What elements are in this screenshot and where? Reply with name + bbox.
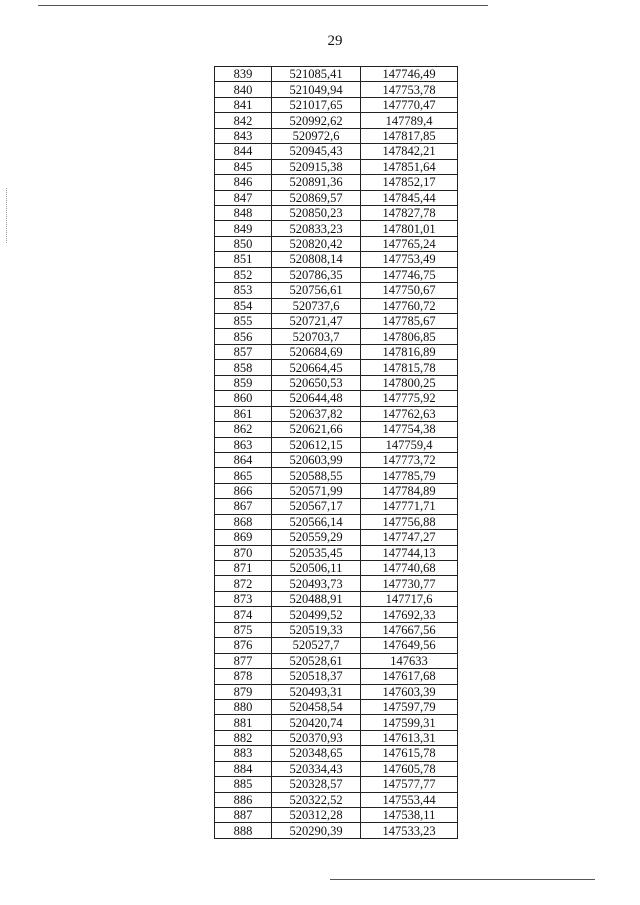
point-number-cell: 885: [215, 777, 272, 792]
point-number-cell: 869: [215, 530, 272, 545]
y-coordinate-cell: 147667,56: [361, 622, 458, 637]
table-row: [215, 468, 458, 483]
table-row: [215, 205, 458, 220]
point-number-cell: 858: [215, 360, 272, 375]
y-coordinate-cell: 147754,38: [361, 422, 458, 437]
x-coordinate-cell: 520559,29: [272, 530, 361, 545]
point-number-cell: 847: [215, 190, 272, 205]
x-coordinate-cell: 520945,43: [272, 144, 361, 159]
table-row: [215, 190, 458, 205]
y-coordinate-cell: 147760,72: [361, 298, 458, 313]
y-coordinate-cell: 147801,01: [361, 221, 458, 236]
x-coordinate-cell: 520756,61: [272, 283, 361, 298]
y-coordinate-cell: 147773,72: [361, 452, 458, 467]
point-number-cell: 877: [215, 653, 272, 668]
x-coordinate-cell: 520612,15: [272, 437, 361, 452]
point-number-cell: 846: [215, 175, 272, 190]
top-rule: [38, 5, 488, 6]
point-number-cell: 868: [215, 514, 272, 529]
point-number-cell: 850: [215, 236, 272, 251]
x-coordinate-cell: 520850,23: [272, 205, 361, 220]
table-row: [215, 252, 458, 267]
table-row: [215, 530, 458, 545]
x-coordinate-cell: 520644,48: [272, 391, 361, 406]
y-coordinate-cell: 147817,85: [361, 128, 458, 143]
y-coordinate-cell: 147800,25: [361, 375, 458, 390]
x-coordinate-cell: 520348,65: [272, 746, 361, 761]
table-row: [215, 314, 458, 329]
point-number-cell: 864: [215, 452, 272, 467]
table-row: [215, 514, 458, 529]
table-row: [215, 591, 458, 606]
x-coordinate-cell: 520650,53: [272, 375, 361, 390]
y-coordinate-cell: 147827,78: [361, 205, 458, 220]
x-coordinate-cell: 521085,41: [272, 67, 361, 82]
x-coordinate-cell: 520506,11: [272, 561, 361, 576]
x-coordinate-cell: 520621,66: [272, 422, 361, 437]
x-coordinate-cell: 520786,35: [272, 267, 361, 282]
y-coordinate-cell: 147740,68: [361, 561, 458, 576]
y-coordinate-cell: 147771,71: [361, 499, 458, 514]
table-row: [215, 561, 458, 576]
table-row: [215, 128, 458, 143]
y-coordinate-cell: 147753,78: [361, 82, 458, 97]
y-coordinate-cell: 147845,44: [361, 190, 458, 205]
table-row: [215, 499, 458, 514]
point-number-cell: 854: [215, 298, 272, 313]
x-coordinate-cell: 520588,55: [272, 468, 361, 483]
x-coordinate-cell: 520488,91: [272, 591, 361, 606]
point-number-cell: 861: [215, 406, 272, 421]
y-coordinate-cell: 147633: [361, 653, 458, 668]
table-row: [215, 221, 458, 236]
x-coordinate-cell: 520499,52: [272, 607, 361, 622]
x-coordinate-cell: 520322,52: [272, 792, 361, 807]
point-number-cell: 881: [215, 715, 272, 730]
table-row: [215, 545, 458, 560]
x-coordinate-cell: 520721,47: [272, 314, 361, 329]
table-row: [215, 113, 458, 128]
point-number-cell: 859: [215, 375, 272, 390]
x-coordinate-cell: 520493,73: [272, 576, 361, 591]
point-number-cell: 849: [215, 221, 272, 236]
table-row: [215, 422, 458, 437]
table-row: [215, 391, 458, 406]
y-coordinate-cell: 147746,49: [361, 67, 458, 82]
point-number-cell: 863: [215, 437, 272, 452]
table-row: [215, 82, 458, 97]
point-number-cell: 878: [215, 669, 272, 684]
y-coordinate-cell: 147842,21: [361, 144, 458, 159]
point-number-cell: 874: [215, 607, 272, 622]
point-number-cell: 887: [215, 808, 272, 823]
y-coordinate-cell: 147746,75: [361, 267, 458, 282]
x-coordinate-cell: 520334,43: [272, 761, 361, 776]
table-row: [215, 483, 458, 498]
y-coordinate-cell: 147852,17: [361, 175, 458, 190]
x-coordinate-cell: 520458,54: [272, 699, 361, 714]
table-row: [215, 67, 458, 82]
x-coordinate-cell: 520527,7: [272, 638, 361, 653]
table-row: [215, 653, 458, 668]
y-coordinate-cell: 147649,56: [361, 638, 458, 653]
point-number-cell: 876: [215, 638, 272, 653]
coordinates-table-body: [215, 67, 458, 839]
table-row: [215, 638, 458, 653]
x-coordinate-cell: 520519,33: [272, 622, 361, 637]
point-number-cell: 852: [215, 267, 272, 282]
table-row: [215, 159, 458, 174]
point-number-cell: 865: [215, 468, 272, 483]
point-number-cell: 857: [215, 344, 272, 359]
y-coordinate-cell: 147784,89: [361, 483, 458, 498]
y-coordinate-cell: 147851,64: [361, 159, 458, 174]
point-number-cell: 848: [215, 205, 272, 220]
point-number-cell: 840: [215, 82, 272, 97]
page-number: 29: [327, 33, 343, 49]
point-number-cell: 873: [215, 591, 272, 606]
coordinates-table: [214, 66, 458, 839]
table-row: [215, 777, 458, 792]
point-number-cell: 866: [215, 483, 272, 498]
x-coordinate-cell: 520833,23: [272, 221, 361, 236]
y-coordinate-cell: 147533,23: [361, 823, 458, 838]
table-row: [215, 344, 458, 359]
x-coordinate-cell: 520566,14: [272, 514, 361, 529]
bottom-rule: [330, 879, 595, 880]
table-row: [215, 360, 458, 375]
y-coordinate-cell: 147599,31: [361, 715, 458, 730]
table-row: [215, 375, 458, 390]
y-coordinate-cell: 147597,79: [361, 699, 458, 714]
point-number-cell: 842: [215, 113, 272, 128]
x-coordinate-cell: 520571,99: [272, 483, 361, 498]
y-coordinate-cell: 147747,27: [361, 530, 458, 545]
x-coordinate-cell: 520290,39: [272, 823, 361, 838]
x-coordinate-cell: 520664,45: [272, 360, 361, 375]
y-coordinate-cell: 147744,13: [361, 545, 458, 560]
y-coordinate-cell: 147615,78: [361, 746, 458, 761]
point-number-cell: 860: [215, 391, 272, 406]
table-row: [215, 298, 458, 313]
x-coordinate-cell: 520312,28: [272, 808, 361, 823]
x-coordinate-cell: 520737,6: [272, 298, 361, 313]
point-number-cell: 870: [215, 545, 272, 560]
x-coordinate-cell: 520370,93: [272, 730, 361, 745]
x-coordinate-cell: 520493,31: [272, 684, 361, 699]
table-row: [215, 437, 458, 452]
point-number-cell: 882: [215, 730, 272, 745]
point-number-cell: 845: [215, 159, 272, 174]
point-number-cell: 886: [215, 792, 272, 807]
y-coordinate-cell: 147775,92: [361, 391, 458, 406]
y-coordinate-cell: 147692,33: [361, 607, 458, 622]
y-coordinate-cell: 147756,88: [361, 514, 458, 529]
point-number-cell: 839: [215, 67, 272, 82]
point-number-cell: 841: [215, 97, 272, 112]
x-coordinate-cell: 520528,61: [272, 653, 361, 668]
x-coordinate-cell: 520972,6: [272, 128, 361, 143]
point-number-cell: 872: [215, 576, 272, 591]
y-coordinate-cell: 147538,11: [361, 808, 458, 823]
y-coordinate-cell: 147577,77: [361, 777, 458, 792]
x-coordinate-cell: 520420,74: [272, 715, 361, 730]
table-row: [215, 329, 458, 344]
y-coordinate-cell: 147617,68: [361, 669, 458, 684]
point-number-cell: 888: [215, 823, 272, 838]
table-row: [215, 792, 458, 807]
table-row: [215, 452, 458, 467]
y-coordinate-cell: 147753,49: [361, 252, 458, 267]
y-coordinate-cell: 147730,77: [361, 576, 458, 591]
point-number-cell: 880: [215, 699, 272, 714]
point-number-cell: 862: [215, 422, 272, 437]
table-row: [215, 699, 458, 714]
point-number-cell: 851: [215, 252, 272, 267]
point-number-cell: 844: [215, 144, 272, 159]
x-coordinate-cell: 520328,57: [272, 777, 361, 792]
y-coordinate-cell: 147603,39: [361, 684, 458, 699]
x-coordinate-cell: 520567,17: [272, 499, 361, 514]
table-row: [215, 808, 458, 823]
table-row: [215, 144, 458, 159]
point-number-cell: 879: [215, 684, 272, 699]
table-row: [215, 576, 458, 591]
y-coordinate-cell: 147806,85: [361, 329, 458, 344]
point-number-cell: 884: [215, 761, 272, 776]
point-number-cell: 883: [215, 746, 272, 761]
y-coordinate-cell: 147605,78: [361, 761, 458, 776]
point-number-cell: 871: [215, 561, 272, 576]
y-coordinate-cell: 147613,31: [361, 730, 458, 745]
y-coordinate-cell: 147770,47: [361, 97, 458, 112]
y-coordinate-cell: 147750,67: [361, 283, 458, 298]
x-coordinate-cell: 520820,42: [272, 236, 361, 251]
x-coordinate-cell: 520518,37: [272, 669, 361, 684]
x-coordinate-cell: 520603,99: [272, 452, 361, 467]
table-row: [215, 823, 458, 838]
table-row: [215, 267, 458, 282]
x-coordinate-cell: 520869,57: [272, 190, 361, 205]
x-coordinate-cell: 520808,14: [272, 252, 361, 267]
y-coordinate-cell: 147815,78: [361, 360, 458, 375]
x-coordinate-cell: 520703,7: [272, 329, 361, 344]
table-row: [215, 97, 458, 112]
table-row: [215, 406, 458, 421]
table-row: [215, 175, 458, 190]
y-coordinate-cell: 147785,79: [361, 468, 458, 483]
point-number-cell: 875: [215, 622, 272, 637]
point-number-cell: 856: [215, 329, 272, 344]
y-coordinate-cell: 147789,4: [361, 113, 458, 128]
x-coordinate-cell: 520992,62: [272, 113, 361, 128]
y-coordinate-cell: 147816,89: [361, 344, 458, 359]
y-coordinate-cell: 147759,4: [361, 437, 458, 452]
table-row: [215, 730, 458, 745]
table-row: [215, 236, 458, 251]
table-row: [215, 622, 458, 637]
x-coordinate-cell: 521017,65: [272, 97, 361, 112]
point-number-cell: 843: [215, 128, 272, 143]
table-row: [215, 761, 458, 776]
table-row: [215, 607, 458, 622]
point-number-cell: 867: [215, 499, 272, 514]
point-number-cell: 853: [215, 283, 272, 298]
table-row: [215, 283, 458, 298]
x-coordinate-cell: 520891,36: [272, 175, 361, 190]
table-row: [215, 669, 458, 684]
x-coordinate-cell: 520637,82: [272, 406, 361, 421]
y-coordinate-cell: 147553,44: [361, 792, 458, 807]
y-coordinate-cell: 147717,6: [361, 591, 458, 606]
x-coordinate-cell: 520535,45: [272, 545, 361, 560]
scan-edge-mark: [6, 188, 7, 243]
y-coordinate-cell: 147762,63: [361, 406, 458, 421]
y-coordinate-cell: 147785,67: [361, 314, 458, 329]
table-row: [215, 684, 458, 699]
x-coordinate-cell: 521049,94: [272, 82, 361, 97]
x-coordinate-cell: 520684,69: [272, 344, 361, 359]
y-coordinate-cell: 147765,24: [361, 236, 458, 251]
point-number-cell: 855: [215, 314, 272, 329]
table-row: [215, 746, 458, 761]
table-row: [215, 715, 458, 730]
x-coordinate-cell: 520915,38: [272, 159, 361, 174]
